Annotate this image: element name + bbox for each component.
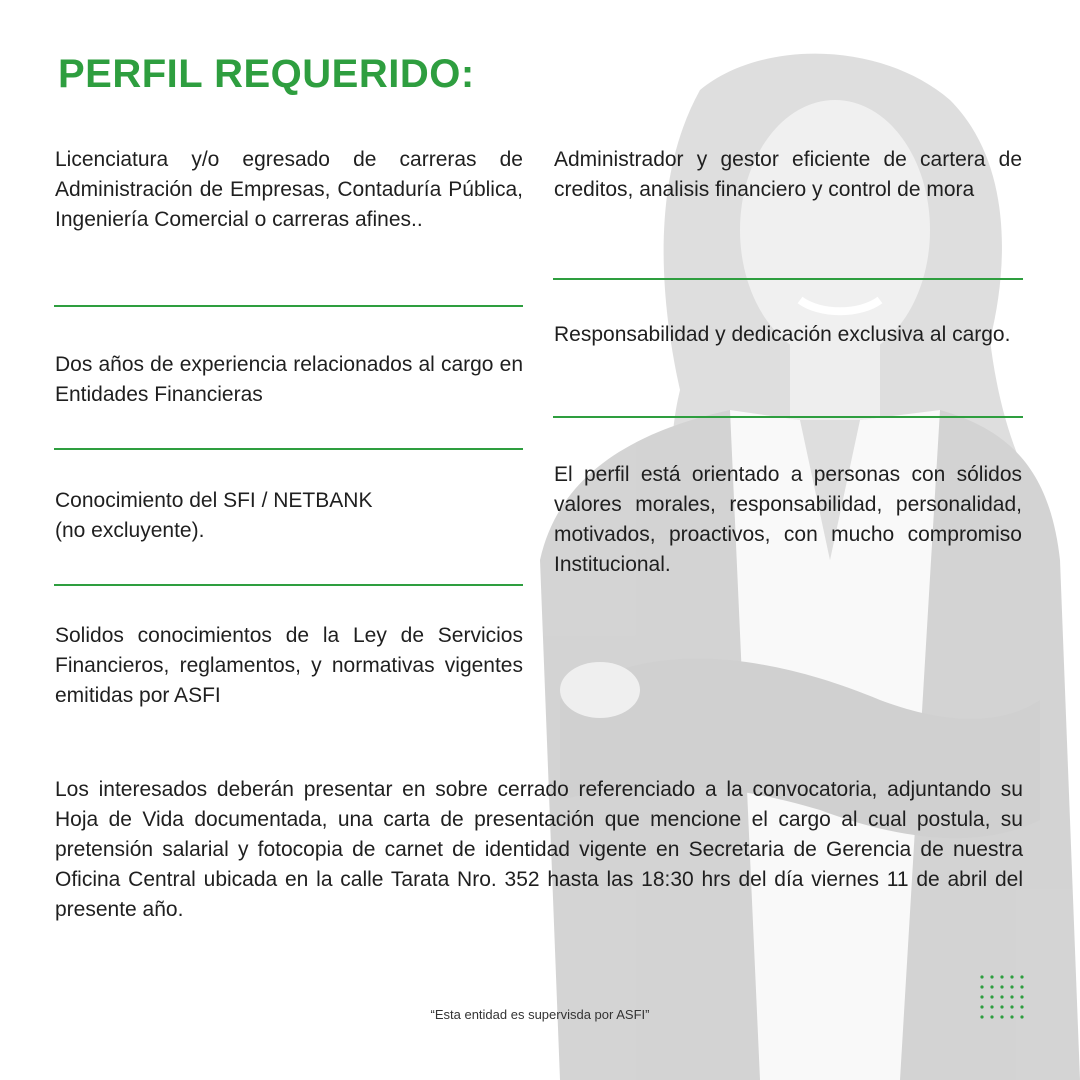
dot [1010,975,1013,978]
divider [553,278,1023,280]
requirement-legal-knowledge: Solidos conocimientos de la Ley de Servicios Financieros, reglamentos, y normativas vigentes emitidas por ASFI [55,624,523,707]
requirement-education: Licenciatura y/o egresado de carreras de Administración de Empresas, Contaduría Pública, Ingeniería Comercial o carreras afines.. [55,148,523,231]
dot [980,985,983,988]
dot [990,995,993,998]
requirement-sfi-knowledge: Conocimiento del SFI / NETBANK (no excluyente). [55,489,373,542]
supervision-note: “Esta entidad es supervisda por ASFI” [430,1007,650,1022]
requirement-experience: Dos años de experiencia relacionados al cargo en Entidades Financieras [55,353,523,406]
divider [553,416,1023,418]
dot [1000,985,1003,988]
divider [54,448,523,450]
divider [54,305,523,307]
dot [1020,985,1023,988]
dot [1010,995,1013,998]
application-instructions: Los interesados deberán presentar en sobre cerrado referenciado a la convocatoria, adjuntando su Hoja de Vida documentada, una carta de presentación que mencione el cargo al cual postula, su pretensión salarial y fotocopia de carnet de identidad vigente en Secretaria de Gerencia de nuestra Oficina Central ubicada en la calle Tarata Nro. 352 hasta las 18:30 hrs del día viernes 11 de abril del presente año. [55,778,1023,921]
requirement-dedication: Responsabilidad y dedicación exclusiva al cargo. [554,323,1011,346]
divider [54,584,523,586]
dot [1000,995,1003,998]
dot [1010,985,1013,988]
dot [980,995,983,998]
dot [1020,995,1023,998]
dot [990,985,993,988]
dot [1000,975,1003,978]
page-title: PERFIL REQUERIDO: [58,52,475,96]
dot [990,975,993,978]
requirement-portfolio-management: Administrador y gestor eficiente de cartera de creditos, analisis financiero y control de mora [554,148,1022,201]
profile-orientation: El perfil está orientado a personas con sólidos valores morales, responsabilidad, personalidad, motivados, proactivos, con mucho compromiso Institucional. [554,463,1022,576]
dot [980,975,983,978]
dot [1020,975,1023,978]
